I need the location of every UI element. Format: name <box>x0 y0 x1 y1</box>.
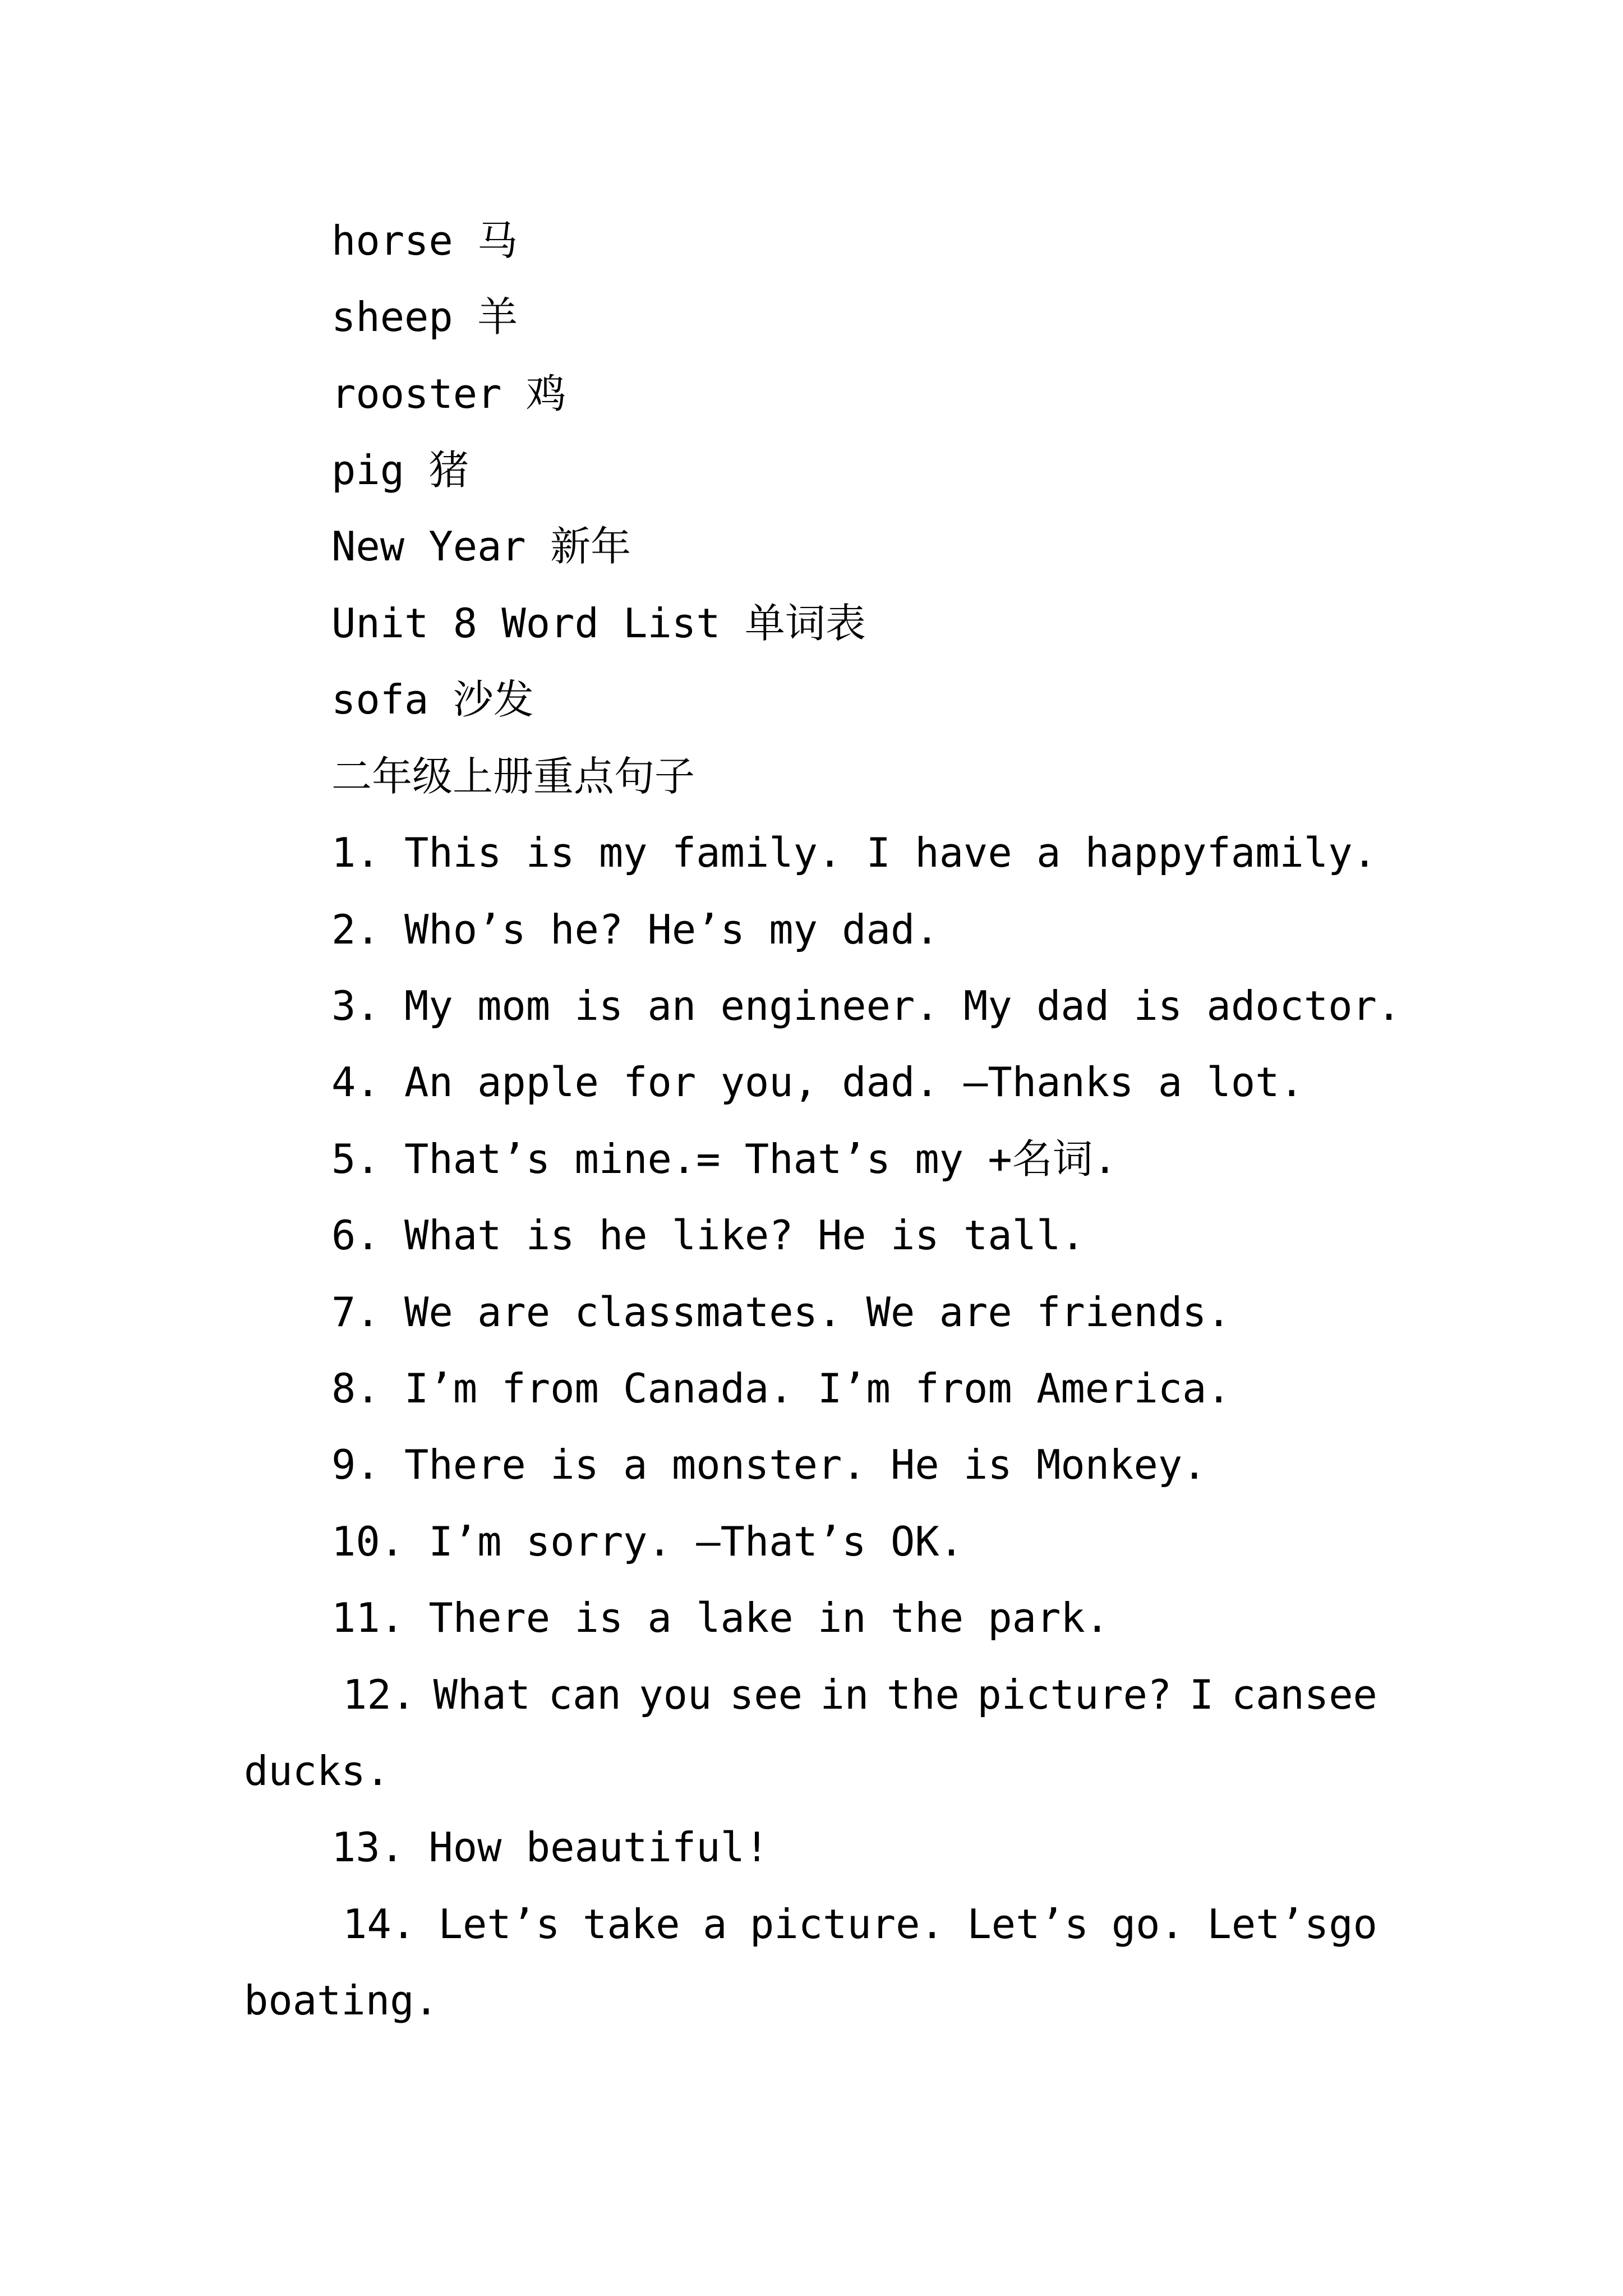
word: the <box>886 1671 960 1718</box>
section-heading: 二年级上册重点句子 <box>331 753 695 800</box>
vocab-line: rooster 鸡 <box>331 370 566 417</box>
word: a <box>703 1901 727 1948</box>
sentence-line: 3. My mom is an engineer. My dad is adoctor. <box>331 982 1401 1029</box>
word: you <box>639 1671 712 1718</box>
word: What <box>433 1671 531 1718</box>
sentence-line: 6. What is he like? He is tall. <box>331 1212 1085 1259</box>
sentence-line: 5. That’s mine.= That’s my +名词. <box>331 1135 1118 1182</box>
vocab-line: horse 马 <box>331 217 518 264</box>
sentence-line: 9. There is a monster. He is Monkey. <box>331 1441 1207 1488</box>
word: cansee <box>1231 1671 1377 1718</box>
sentence-line: 2. Who’s he? He’s my dad. <box>331 906 939 953</box>
word: picture. <box>750 1901 944 1948</box>
word: go. <box>1111 1901 1184 1948</box>
vocab-line: sheep 羊 <box>331 293 518 341</box>
word: take <box>583 1901 680 1948</box>
sentence-14-continuation: boating. <box>244 1977 439 2024</box>
word: Let’s <box>438 1901 560 1948</box>
vocab-line: sofa 沙发 <box>331 676 534 723</box>
sentence-line: 8. I’m from Canada. I’m from America. <box>331 1365 1231 1412</box>
word: in <box>820 1671 869 1718</box>
sentence-line: 4. An apple for you, dad. –Thanks a lot. <box>331 1059 1304 1106</box>
sentence-12-line <box>343 1671 1377 1718</box>
word: I <box>1189 1671 1214 1718</box>
sentence-line: 13. How beautiful! <box>331 1824 769 1871</box>
sentence-12-continuation: ducks. <box>244 1747 390 1795</box>
word: can <box>548 1671 621 1718</box>
word: picture? <box>977 1671 1172 1718</box>
word: 12. <box>343 1671 416 1718</box>
word: Let’sgo <box>1207 1901 1377 1948</box>
sentence-line: 11. There is a lake in the park. <box>331 1594 1110 1641</box>
vocab-line: Unit 8 Word List 单词表 <box>331 600 866 647</box>
sentence-line: 10. I’m sorry. –That’s OK. <box>331 1518 964 1565</box>
vocab-line: New Year 新年 <box>331 523 631 570</box>
sentence-line: 1. This is my family. I have a happyfamily. <box>331 829 1377 876</box>
sentence-14-line <box>343 1901 1377 1948</box>
sentence-line: 7. We are classmates. We are friends. <box>331 1289 1231 1336</box>
vocab-line: pig 猪 <box>331 447 469 494</box>
word: see <box>729 1671 803 1718</box>
word: Let’s <box>967 1901 1089 1948</box>
word: 14. <box>343 1901 416 1948</box>
